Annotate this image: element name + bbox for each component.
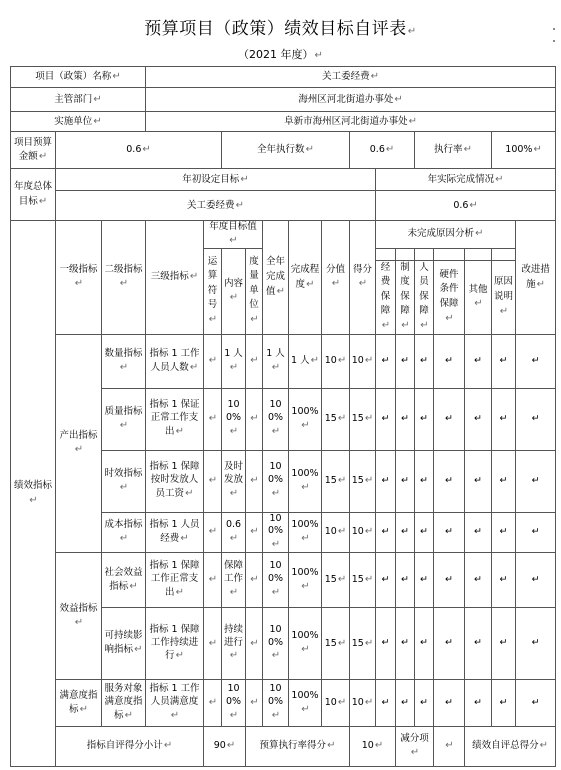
row-improve-cell: ↵ (516, 608, 556, 680)
row-l3: 指标 1 保证正常工作支出↵ (146, 388, 204, 450)
row-r-cell: ↵ (415, 450, 434, 512)
row-score: 15↵ (350, 450, 376, 512)
row-l2: 质量指标↵ (102, 388, 146, 450)
row-score-value: 15↵ (322, 388, 350, 450)
budget-label: 项目预算金额↵ (11, 132, 56, 169)
header-annual-target: 年度目标值↵ (204, 221, 263, 249)
header-reason-spacer (492, 248, 516, 260)
year-label: （2021 年度）↵ (238, 48, 323, 61)
row-op: ↵ (204, 608, 222, 680)
row-l2: 数量指标↵ (102, 334, 146, 388)
budget-rate-value: 10↵ (350, 727, 396, 766)
row-completion: 100%↵ (289, 450, 322, 512)
row-content: 100%↵ (222, 388, 246, 450)
row-content: 1 人↵ (222, 334, 246, 388)
header-r-hardware: 硬件条件保障↵ (434, 260, 465, 334)
row-content: 0.6↵ (222, 512, 246, 552)
header-reason-spacer (434, 248, 465, 260)
row-score: 15↵ (350, 553, 376, 608)
row-completion: 100%↵ (289, 388, 322, 450)
header-score: 得分↵ (350, 221, 376, 335)
row-score-value: 10↵ (322, 512, 350, 552)
row-l2: 可持续影响指标↵ (102, 608, 146, 680)
row-l3: 指标 1 人员经费↵ (146, 512, 204, 552)
deduct-label: 减分项↵ (396, 727, 434, 766)
header-content: 内容↵ (222, 248, 246, 334)
header-r-staff: 人员保障↵ (415, 260, 434, 334)
total-label: 绩效自评总得分↵ (465, 727, 556, 766)
header-unit: 度量单位↵ (246, 248, 263, 334)
row-improve-cell: ↵ (516, 334, 556, 388)
row-r-cell: ↵ (434, 680, 465, 727)
header-level1: 一级指标↵ (56, 221, 102, 335)
row-l3: 指标 1 保障工作正常支出↵ (146, 553, 204, 608)
header-score-value: 分值↵ (322, 221, 350, 335)
annual-goal-label: 年度总体目标↵ (11, 169, 56, 221)
row-r-cell: ↵ (376, 680, 396, 727)
dept-label: 主管部门↵ (11, 88, 146, 112)
evaluation-table (10, 66, 556, 767)
row-content: 及时发放↵ (222, 450, 246, 512)
header-reason-spacer (376, 248, 396, 260)
row-score: 15↵ (350, 608, 376, 680)
row-l2: 服务对象满意度指标↵ (102, 680, 146, 727)
actual-goal-value: 0.6↵ (376, 191, 556, 221)
row-r-cell: ↵ (396, 608, 415, 680)
row-l3: 指标 1 保障工作持续进行↵ (146, 608, 204, 680)
group-satisfaction: 满意度指标↵ (56, 680, 102, 727)
row-unit: ↵ (246, 608, 263, 680)
self-score-value: 90↵ (204, 727, 246, 766)
row-r-cell: ↵ (415, 553, 434, 608)
margin-mark (553, 28, 555, 30)
row-unit: ↵ (246, 553, 263, 608)
row-unit: ↵ (246, 680, 263, 727)
row-r-cell: ↵ (415, 608, 434, 680)
header-level2: 二级指标↵ (102, 221, 146, 335)
row-r-cell: ↵ (396, 388, 415, 450)
row-op: ↵ (204, 553, 222, 608)
row-r-cell: ↵ (434, 608, 465, 680)
header-reason: 未完成原因分析↵ (376, 221, 516, 249)
header-reason-spacer (465, 248, 492, 260)
header-full-year-done: 全年完成值↵ (263, 221, 289, 335)
exec-total-label: 全年执行数↵ (222, 132, 350, 169)
row-r-cell: ↵ (492, 608, 516, 680)
row-r-cell: ↵ (376, 608, 396, 680)
header-improve: 改进措施↵ (516, 221, 556, 335)
budget-rate-label: 预算执行率得分↵ (246, 727, 350, 766)
planned-goal-label: 年初设定目标↵ (56, 169, 376, 191)
row-content: 100%↵ (222, 680, 246, 727)
row-r-cell: ↵ (465, 680, 492, 727)
row-done: 100%↵ (263, 512, 289, 552)
row-completion: 100%↵ (289, 608, 322, 680)
row-score-value: 15↵ (322, 450, 350, 512)
row-r-cell: ↵ (492, 512, 516, 552)
page-title: 预算项目（政策）绩效目标自评表↵ (144, 19, 417, 39)
row-l2: 时效指标↵ (102, 450, 146, 512)
header-level3: 三级指标↵ (146, 221, 204, 335)
row-unit: ↵ (246, 450, 263, 512)
row-r-cell: ↵ (465, 388, 492, 450)
row-improve-cell: ↵ (516, 553, 556, 608)
header-reason-spacer (396, 248, 415, 260)
exec-rate-label: 执行率↵ (415, 132, 492, 169)
perf-label: 绩效指标↵ (11, 221, 56, 767)
row-r-cell: ↵ (376, 334, 396, 388)
row-r-cell: ↵ (434, 450, 465, 512)
row-r-cell: ↵ (396, 680, 415, 727)
header-r-funding: 经费保障↵ (376, 260, 396, 334)
row-r-cell: ↵ (434, 553, 465, 608)
group-output: 产出指标↵ (56, 334, 102, 552)
self-score-label: 指标自评得分小计↵ (56, 727, 204, 766)
group-benefit: 效益指标↵ (56, 553, 102, 680)
impl-label: 实施单位↵ (11, 112, 146, 132)
row-completion: 100%↵ (289, 512, 322, 552)
margin-mark (553, 40, 555, 42)
row-content: 持续进行↵ (222, 608, 246, 680)
row-op: ↵ (204, 512, 222, 552)
row-l2: 成本指标↵ (102, 512, 146, 552)
row-l3: 指标 1 保障按时发放人员工资↵ (146, 450, 204, 512)
row-l3: 指标 1 工作人员满意度↵ (146, 680, 204, 727)
row-score-value: 15↵ (322, 553, 350, 608)
budget-value: 0.6↵ (56, 132, 222, 169)
row-r-cell: ↵ (415, 680, 434, 727)
row-r-cell: ↵ (492, 450, 516, 512)
row-done: 100%↵ (263, 680, 289, 727)
row-l2: 社会效益指标↵ (102, 553, 146, 608)
row-r-cell: ↵ (492, 553, 516, 608)
dept-value: 海州区河北街道办事处↵ (146, 88, 556, 112)
row-r-cell: ↵ (465, 553, 492, 608)
row-completion: 100%↵ (289, 553, 322, 608)
row-op: ↵ (204, 450, 222, 512)
row-r-cell: ↵ (376, 450, 396, 512)
row-unit: ↵ (246, 512, 263, 552)
row-r-cell: ↵ (492, 388, 516, 450)
project-name-value: 关工委经费↵ (146, 67, 556, 88)
exec-total-value: 0.6↵ (350, 132, 415, 169)
row-improve-cell: ↵ (516, 450, 556, 512)
row-done: 1 人↵ (263, 334, 289, 388)
row-r-cell: ↵ (415, 388, 434, 450)
row-r-cell: ↵ (396, 553, 415, 608)
row-r-cell: ↵ (376, 553, 396, 608)
row-op: ↵ (204, 388, 222, 450)
row-r-cell: ↵ (434, 512, 465, 552)
impl-value: 阜新市海州区河北街道办事处↵ (146, 112, 556, 132)
row-score: 10↵ (350, 334, 376, 388)
row-score: 15↵ (350, 388, 376, 450)
row-content: 保障工作↵ (222, 553, 246, 608)
row-r-cell: ↵ (434, 388, 465, 450)
row-r-cell: ↵ (396, 450, 415, 512)
row-improve-cell: ↵ (516, 680, 556, 727)
row-r-cell: ↵ (465, 512, 492, 552)
row-r-cell: ↵ (434, 334, 465, 388)
actual-goal-label: 年实际完成情况↵ (376, 169, 556, 191)
row-improve-cell: ↵ (516, 388, 556, 450)
row-r-cell: ↵ (415, 512, 434, 552)
row-r-cell: ↵ (465, 608, 492, 680)
row-l3: 指标 1 工作人员人数↵ (146, 334, 204, 388)
deduct-value: ↵ (434, 727, 465, 766)
row-r-cell: ↵ (376, 388, 396, 450)
row-r-cell: ↵ (465, 334, 492, 388)
row-score-value: 10↵ (322, 680, 350, 727)
row-op: ↵ (204, 334, 222, 388)
header-r-other: 其他↵ (465, 260, 492, 334)
project-name-label: 项目（政策）名称↵ (11, 67, 146, 88)
row-done: 100%↵ (263, 553, 289, 608)
row-improve-cell: ↵ (516, 512, 556, 552)
row-op: ↵ (204, 680, 222, 727)
row-completion: 100%↵ (289, 680, 322, 727)
row-r-cell: ↵ (492, 680, 516, 727)
row-done: 100%↵ (263, 608, 289, 680)
header-reason-spacer (415, 248, 434, 260)
row-completion: 1 人↵ (289, 334, 322, 388)
exec-rate-value: 100%↵ (492, 132, 556, 169)
row-done: 100%↵ (263, 450, 289, 512)
header-completion: 完成程度↵ (289, 221, 322, 335)
row-r-cell: ↵ (492, 334, 516, 388)
row-r-cell: ↵ (376, 512, 396, 552)
row-r-cell: ↵ (415, 334, 434, 388)
header-op: 运算符号↵ (204, 248, 222, 334)
row-score-value: 15↵ (322, 608, 350, 680)
header-r-explain: 原因说明↵ (492, 260, 516, 334)
header-r-system: 制度保障↵ (396, 260, 415, 334)
row-unit: ↵ (246, 334, 263, 388)
row-score: 10↵ (350, 512, 376, 552)
row-r-cell: ↵ (396, 512, 415, 552)
row-unit: ↵ (246, 388, 263, 450)
row-score-value: 10↵ (322, 334, 350, 388)
row-score: 10↵ (350, 680, 376, 727)
row-r-cell: ↵ (396, 334, 415, 388)
row-r-cell: ↵ (465, 450, 492, 512)
row-done: 100%↵ (263, 388, 289, 450)
planned-goal-value: 关工委经费↵ (56, 191, 376, 221)
